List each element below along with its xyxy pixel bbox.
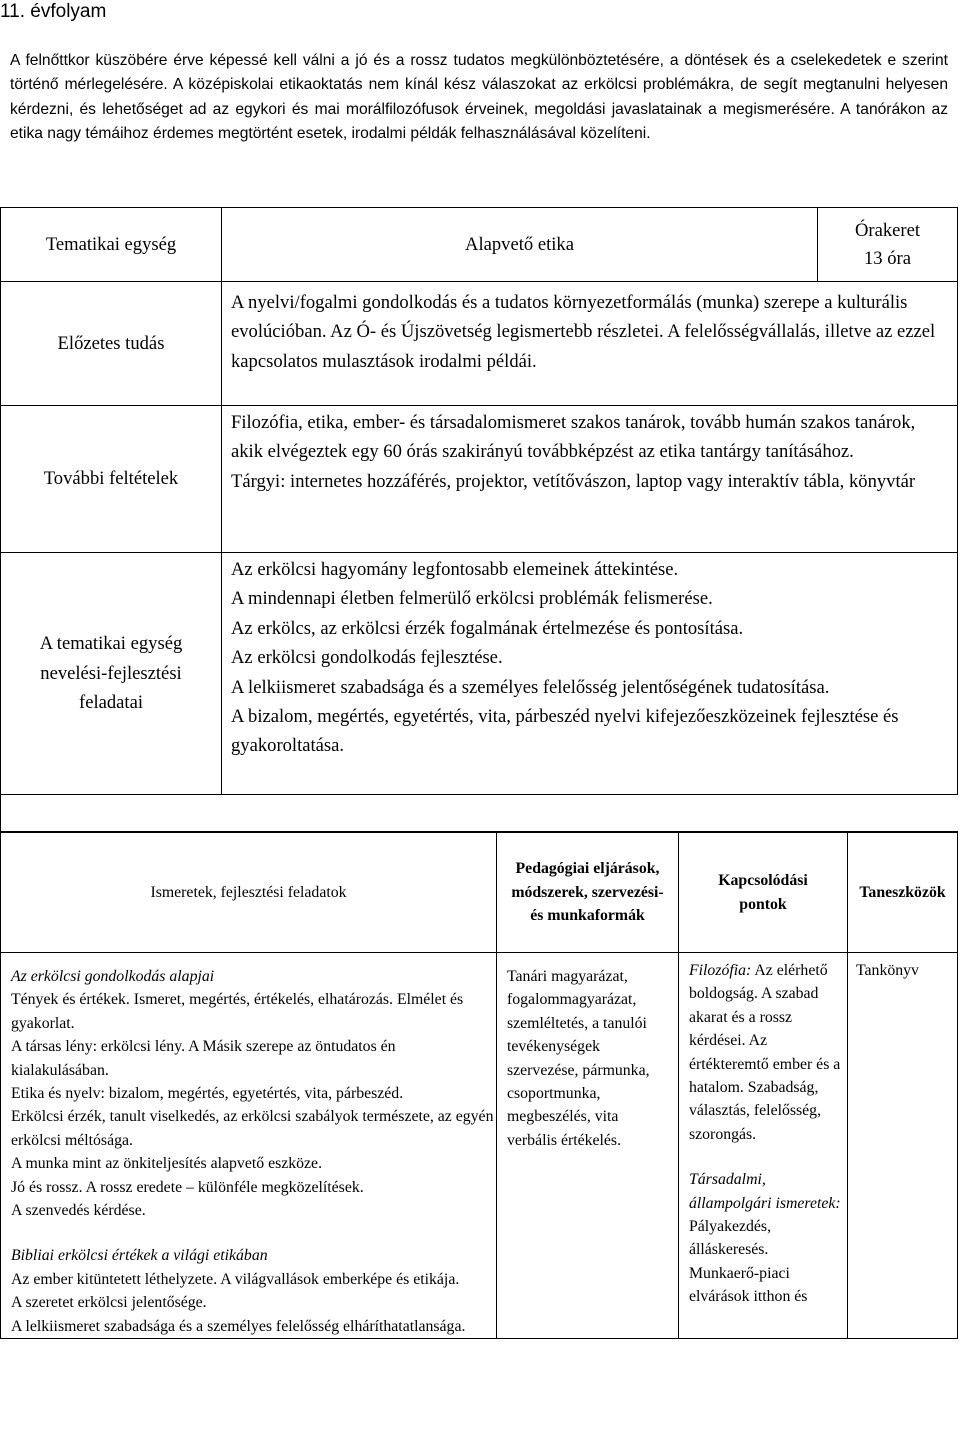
header-methods: Pedagógiai eljárások, módszerek, szervezési- és munkaformák bbox=[497, 833, 679, 953]
content-body-row bbox=[1, 953, 958, 1339]
unit-label: Tematikai egység bbox=[1, 208, 222, 282]
connection-social-title: Társadalmi, állampolgári ismeretek: bbox=[689, 1171, 841, 1212]
conditions-row bbox=[1, 406, 958, 553]
content-header-row bbox=[1, 833, 958, 953]
intro-paragraph bbox=[10, 49, 948, 147]
hours-label: Órakeret bbox=[854, 219, 921, 241]
unit-header-row bbox=[1, 208, 958, 282]
goal-item: Az erkölcsi hagyomány legfontosabb elemeinek áttekintése. bbox=[231, 559, 679, 580]
knowledge-item: A társas lény: erkölcsi lény. A Másik szerepe az öntudatos én kialakulásában. bbox=[11, 1038, 396, 1079]
connection-philosophy-text: Az elérhető boldogság. A szabad akarat és a rossz kérdései. Az értékteremtő ember és a hatalom. Szabadság, választás, felelősség, szorongás. bbox=[689, 962, 841, 1143]
methods-cell bbox=[497, 953, 679, 1339]
prior-knowledge-label: Előzetes tudás bbox=[1, 282, 222, 406]
hours-cell bbox=[818, 208, 958, 282]
knowledge-item: Az ember kitüntetett léthelyzete. A világvallások emberképe és etikája. bbox=[11, 1270, 460, 1288]
unit-overview-table bbox=[0, 207, 958, 832]
spacer-row bbox=[1, 795, 958, 832]
conditions-equipment: Tárgyi: internetes hozzáférés, projektor, vetítővászon, laptop vagy interaktív tábla, könyvtár bbox=[231, 470, 916, 492]
goal-item: Az erkölcs, az erkölcsi érzék fogalmának értelmezése és pontosítása. bbox=[231, 617, 744, 639]
knowledge-item: A szeretet erkölcsi jelentősége. bbox=[11, 1294, 207, 1312]
header-tools: Taneszközök bbox=[848, 833, 958, 953]
knowledge-cell bbox=[1, 953, 497, 1339]
unit-title: Alapvető etika bbox=[222, 208, 818, 282]
knowledge-item: Erkölcsi érzék, tanult viselkedés, az erkölcsi szabályok természete, az egyén erkölcsi méltósága. bbox=[11, 1108, 494, 1149]
knowledge-item: Jó és rossz. A rossz eredete – különféle megközelítések. bbox=[11, 1178, 364, 1196]
knowledge-item: A lelkiismeret szabadsága és a személyes felelősség elháríthatatlansága. bbox=[11, 1317, 466, 1335]
goals-label-line-1: A tematikai egység bbox=[39, 633, 183, 655]
knowledge-item: A munka mint az önkiteljesítés alapvető eszköze. bbox=[11, 1155, 323, 1173]
prior-knowledge-text: A nyelvi/fogalmi gondolkodás és a tudatos környezetformálás (munka) szerepe a kulturális evolúcióban. Az Ó- és Újszövetség legismertebb részletei. A felelősségvállalás, illetve az ezzel kapcsolatos mulasztások irodalmi példái. bbox=[222, 282, 958, 406]
knowledge-item: Tények és értékek. Ismeret, megértés, értékelés, elhatározás. Elmélet és gyakorlat. bbox=[11, 991, 464, 1032]
goal-item: A bizalom, megértés, egyetértés, vita, párbeszéd nyelvi kifejezőeszközeinek fejlesztése és gyakoroltatása. bbox=[231, 706, 899, 757]
connection-social-text: Pályakezdés, álláskeresés. Munkaerő-piaci elvárások itthon és bbox=[689, 1218, 808, 1306]
goals-label-line-2: nevelési-fejlesztési bbox=[40, 662, 182, 684]
prior-knowledge-row bbox=[1, 282, 958, 406]
goal-item: A mindennapi életben felmerülő erkölcsi problémák felismerése. bbox=[231, 588, 713, 610]
goals-label-line-3: feladatai bbox=[79, 692, 143, 714]
header-connections: Kapcsolódási pontok bbox=[679, 833, 848, 953]
connection-philosophy-title: Filozófia: bbox=[689, 962, 752, 979]
conditions-label: További feltételek bbox=[1, 406, 222, 553]
conditions-staff: Filozófia, etika, ember- és társadalomismeret szakos tanárok, tovább humán szakos tanárok, akik elvégeztek egy 60 órás szakirányú továbbképzést az etika tantárgy tanításához. bbox=[231, 412, 916, 463]
conditions-text bbox=[222, 406, 958, 553]
connections-cell bbox=[679, 953, 848, 1339]
header-knowledge: Ismeretek, fejlesztési feladatok bbox=[1, 833, 497, 953]
knowledge-item: A szenvedés kérdése. bbox=[11, 1202, 146, 1220]
goals-list bbox=[222, 553, 958, 795]
knowledge-item: Etika és nyelv: bizalom, megértés, egyetértés, vita, párbeszéd. bbox=[11, 1085, 404, 1103]
tools-text: Tankönyv bbox=[856, 962, 919, 979]
goals-row bbox=[1, 553, 958, 795]
page-heading: 11. évfolyam bbox=[0, 1, 107, 22]
goal-item: Az erkölcsi gondolkodás fejlesztése. bbox=[231, 647, 503, 669]
section-title-moral-thinking: Az erkölcsi gondolkodás alapjai bbox=[11, 968, 215, 985]
intro-text: A felnőttkor küszöbére érve képessé kell válni a jó és a rossz tudatos megkülönböztetésére, a döntések és a cselekedetek e szerint történő mérlegelésére. A középiskolai etikaoktatás nem kínál kész válaszokat az erkölcsi problémákra, de segít megtanulni helyesen kérdezni, és lehetőséget ad az egykori és mai morálfilozófusok érveinek, megoldási javaslatainak a megismerésére. A tanórákon az etika nagy témáihoz érdemes megtörtént esetek, irodalmi példák felhasználásával közelíteni. bbox=[10, 52, 948, 143]
connection-philosophy bbox=[689, 959, 841, 1146]
hours-value: 13 óra bbox=[864, 247, 911, 269]
section-title-biblical-values: Bibliai erkölcsi értékek a világi etikában bbox=[11, 1247, 268, 1265]
goal-item: A lelkiismeret szabadsága és a személyes felelősség jelentőségének tudatosítása. bbox=[231, 676, 830, 698]
methods-text: Tanári magyarázat, fogalommagyarázat, szemléltetés, a tanulói tevékenységek szervezése, pármunka, csoportmunka, megbeszélés, vita verbális értékelés. bbox=[507, 968, 650, 1149]
content-table bbox=[0, 832, 958, 1339]
tools-cell bbox=[848, 953, 958, 1339]
goals-label bbox=[1, 553, 222, 795]
